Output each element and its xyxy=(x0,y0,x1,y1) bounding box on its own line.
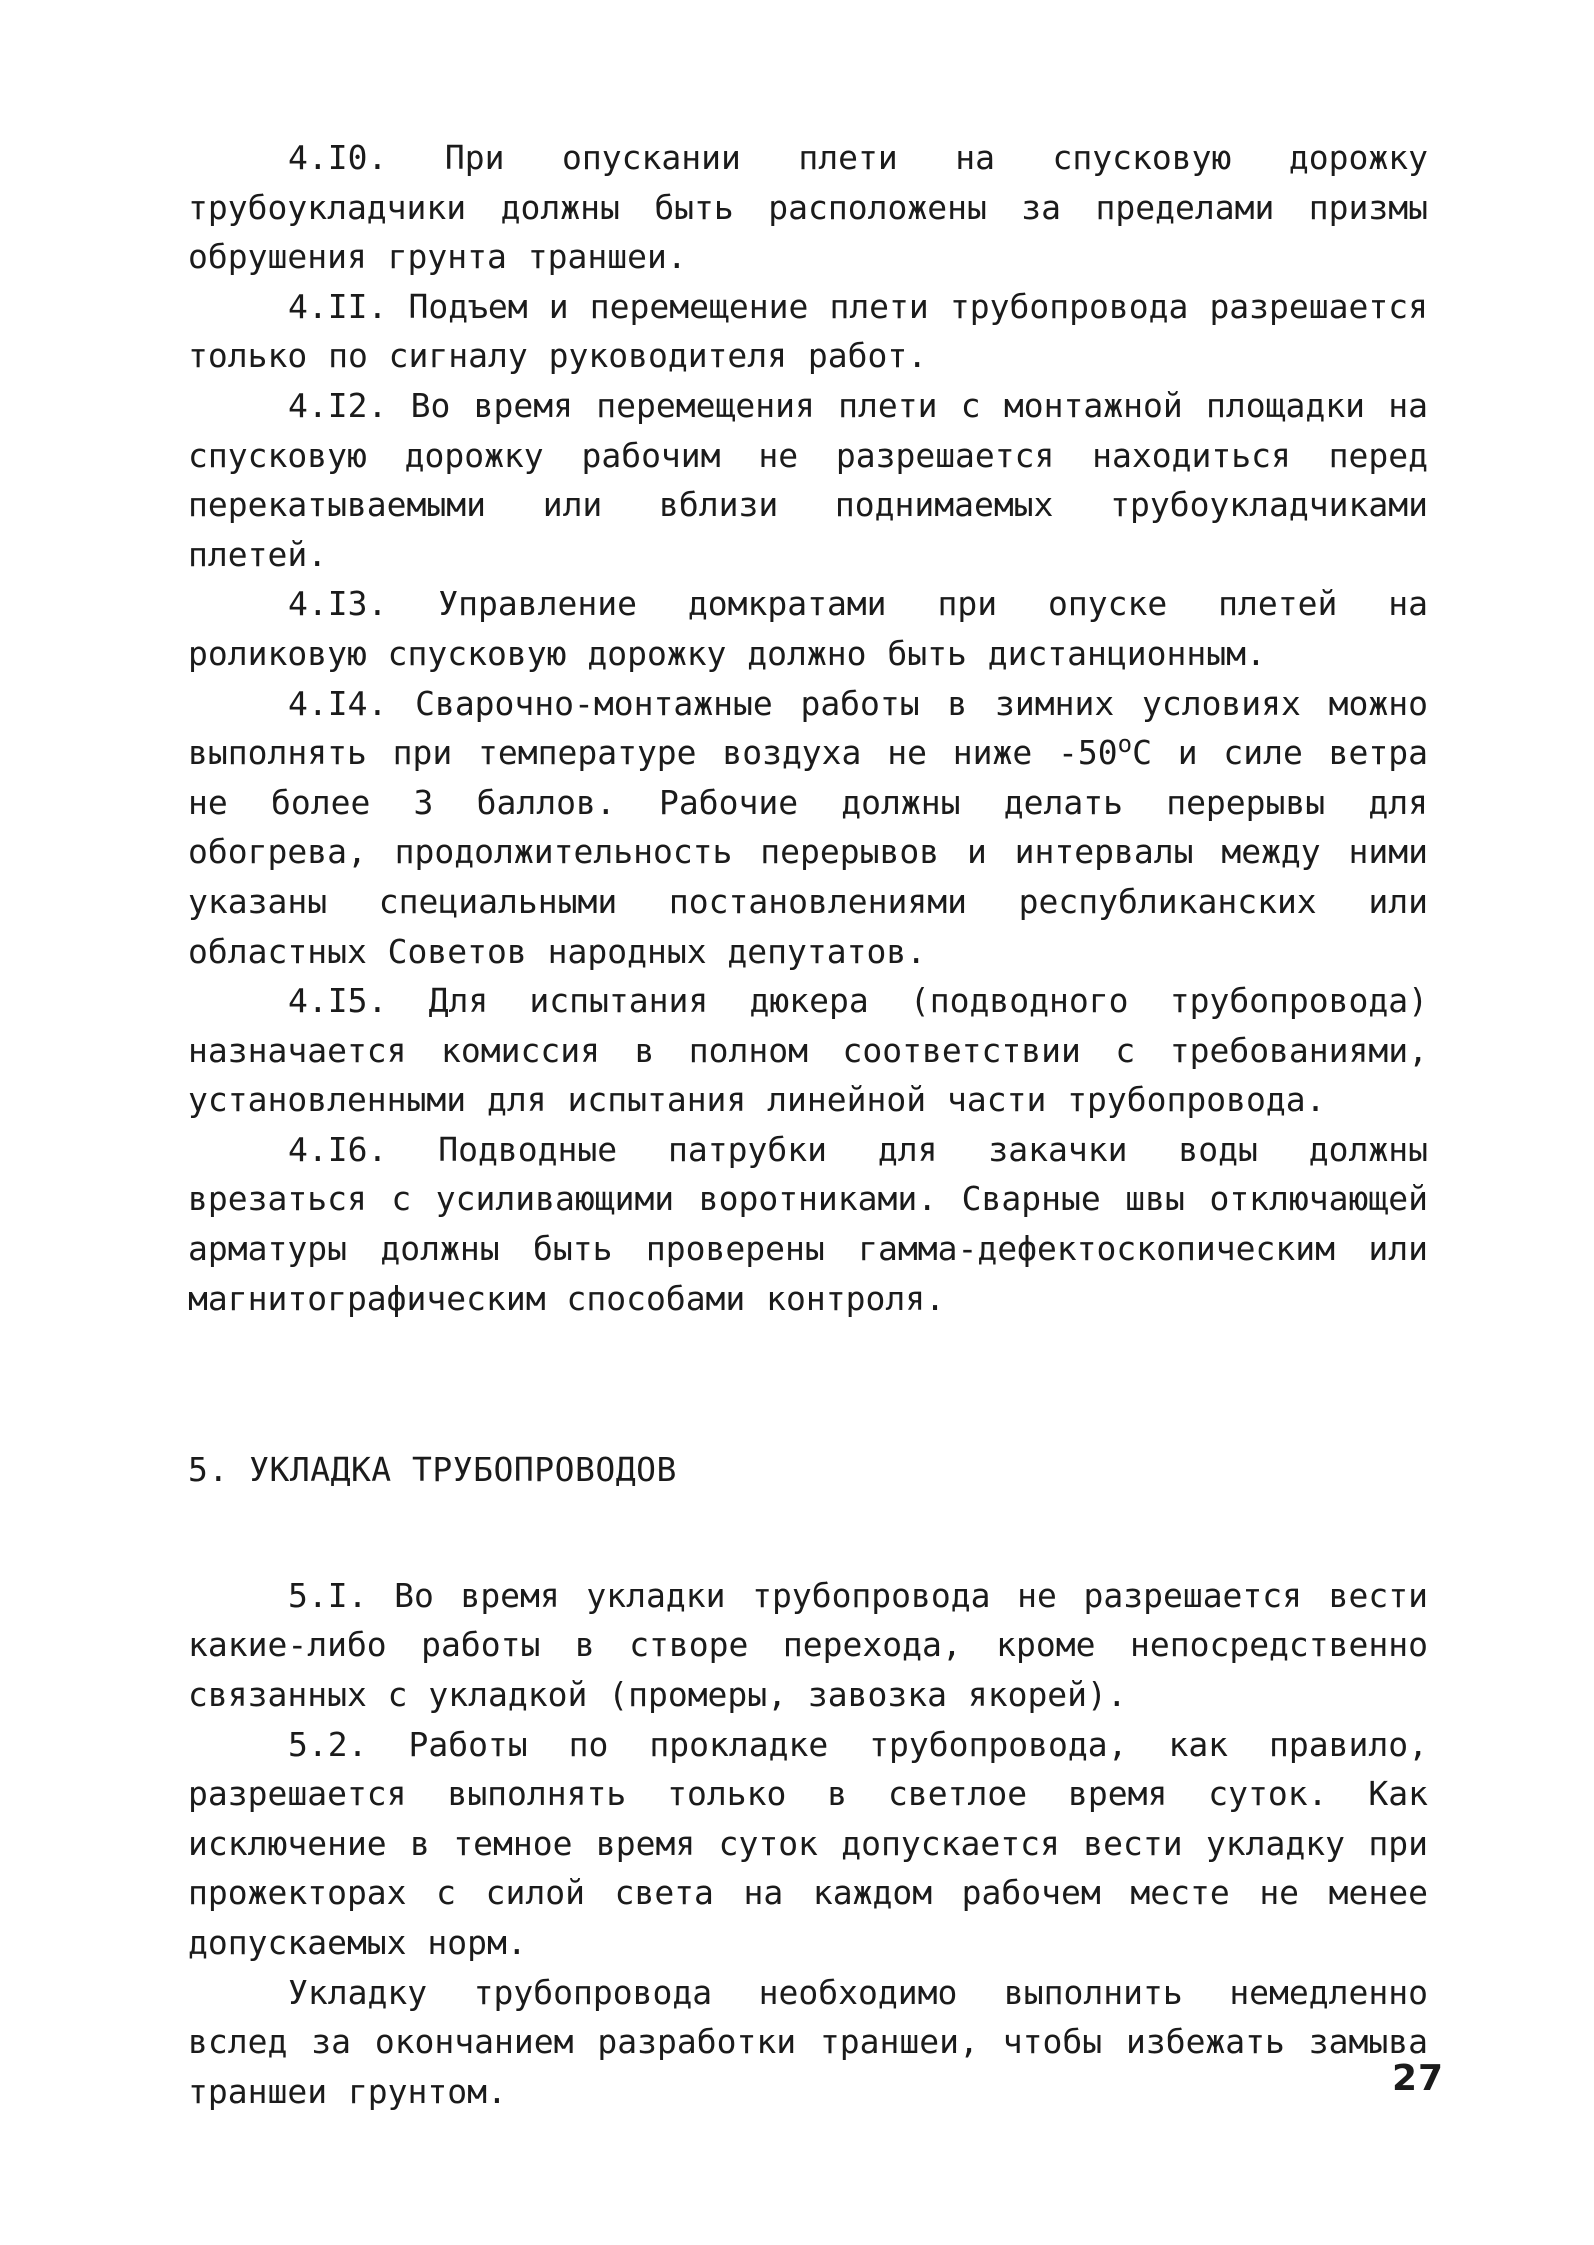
paragraph-5-1: 5.I. Во время укладки трубопровода не разрешается вести какие-либо работы в створе перехода, кроме непосредственно связанных с укладкой (промеры, завозка якорей). xyxy=(188,1575,1428,1715)
paragraph-5-2: 5.2. Работы по прокладке трубопровода, как правило, разрешается выполнять только в светлое время суток. Как исключение в темное время суток допускается вести укладку при прожекторах с силой света на каждом рабочем месте не менее допускаемых норм. xyxy=(188,1724,1428,1962)
paragraph-4-16: 4.I6. Подводные патрубки для закачки воды должны врезаться с усиливающими воротниками. Сварные швы отключающей арматуры должны быть проверены гамма-дефектоскопическим или магнитографическим способами контроля. xyxy=(188,1129,1428,1318)
paragraph-4-10: 4.I0. При опускании плети на спусковую дорожку трубоукладчики должны быть расположены за пределами призмы обрушения грунта траншеи. xyxy=(188,138,1428,277)
heading-spacer xyxy=(188,1495,1428,1571)
degree-sign: о xyxy=(1117,730,1133,759)
paragraph-4-13: 4.I3. Управление домкратами при опуске плетей на роликовую спусковую дорожку должно быть дистанционным. xyxy=(188,584,1428,673)
paragraph-4-14 xyxy=(188,679,1428,977)
paragraph-4-14-part-b: С и силе ветра не более 3 баллов. Рабочие должны делать перерывы для обогрева, продолжительность перерывов и интервалы между ними указаны специальными постановлениями республиканских или областных Советов народных депутатов. xyxy=(188,733,1428,971)
page-content xyxy=(188,133,1428,2116)
paragraph-5-2-continuation: Укладку трубопровода необходимо выполнить немедленно вслед за окончанием разработки траншеи, чтобы избежать замыва траншеи грунтом. xyxy=(188,1972,1428,2111)
paragraph-4-15: 4.I5. Для испытания дюкера (подводного трубопровода) назначается комиссия в полном соответствии с требованиями, установленными для испытания линейной части трубопровода. xyxy=(188,981,1428,1120)
section-spacer xyxy=(188,1323,1428,1445)
section-heading-5: 5. УКЛАДКА ТРУБОПРОВОДОВ xyxy=(188,1450,677,1490)
paragraph-4-12: 4.I2. Во время перемещения плети с монтажной площадки на спусковую дорожку рабочим не разрешается находиться перед перекатываемыми или вблизи поднимаемых трубоукладчиками плетей. xyxy=(188,385,1428,574)
paragraph-4-11: 4.II. Подъем и перемещение плети трубопровода разрешается только по сигналу руководителя работ. xyxy=(188,286,1428,376)
paragraph-4-14-part-a: 4.I4. Сварочно-монтажные работы в зимних условиях можно выполнять при температуре воздуха не ниже -50 xyxy=(188,683,1428,773)
page-number: 27 xyxy=(1392,2058,1445,2099)
